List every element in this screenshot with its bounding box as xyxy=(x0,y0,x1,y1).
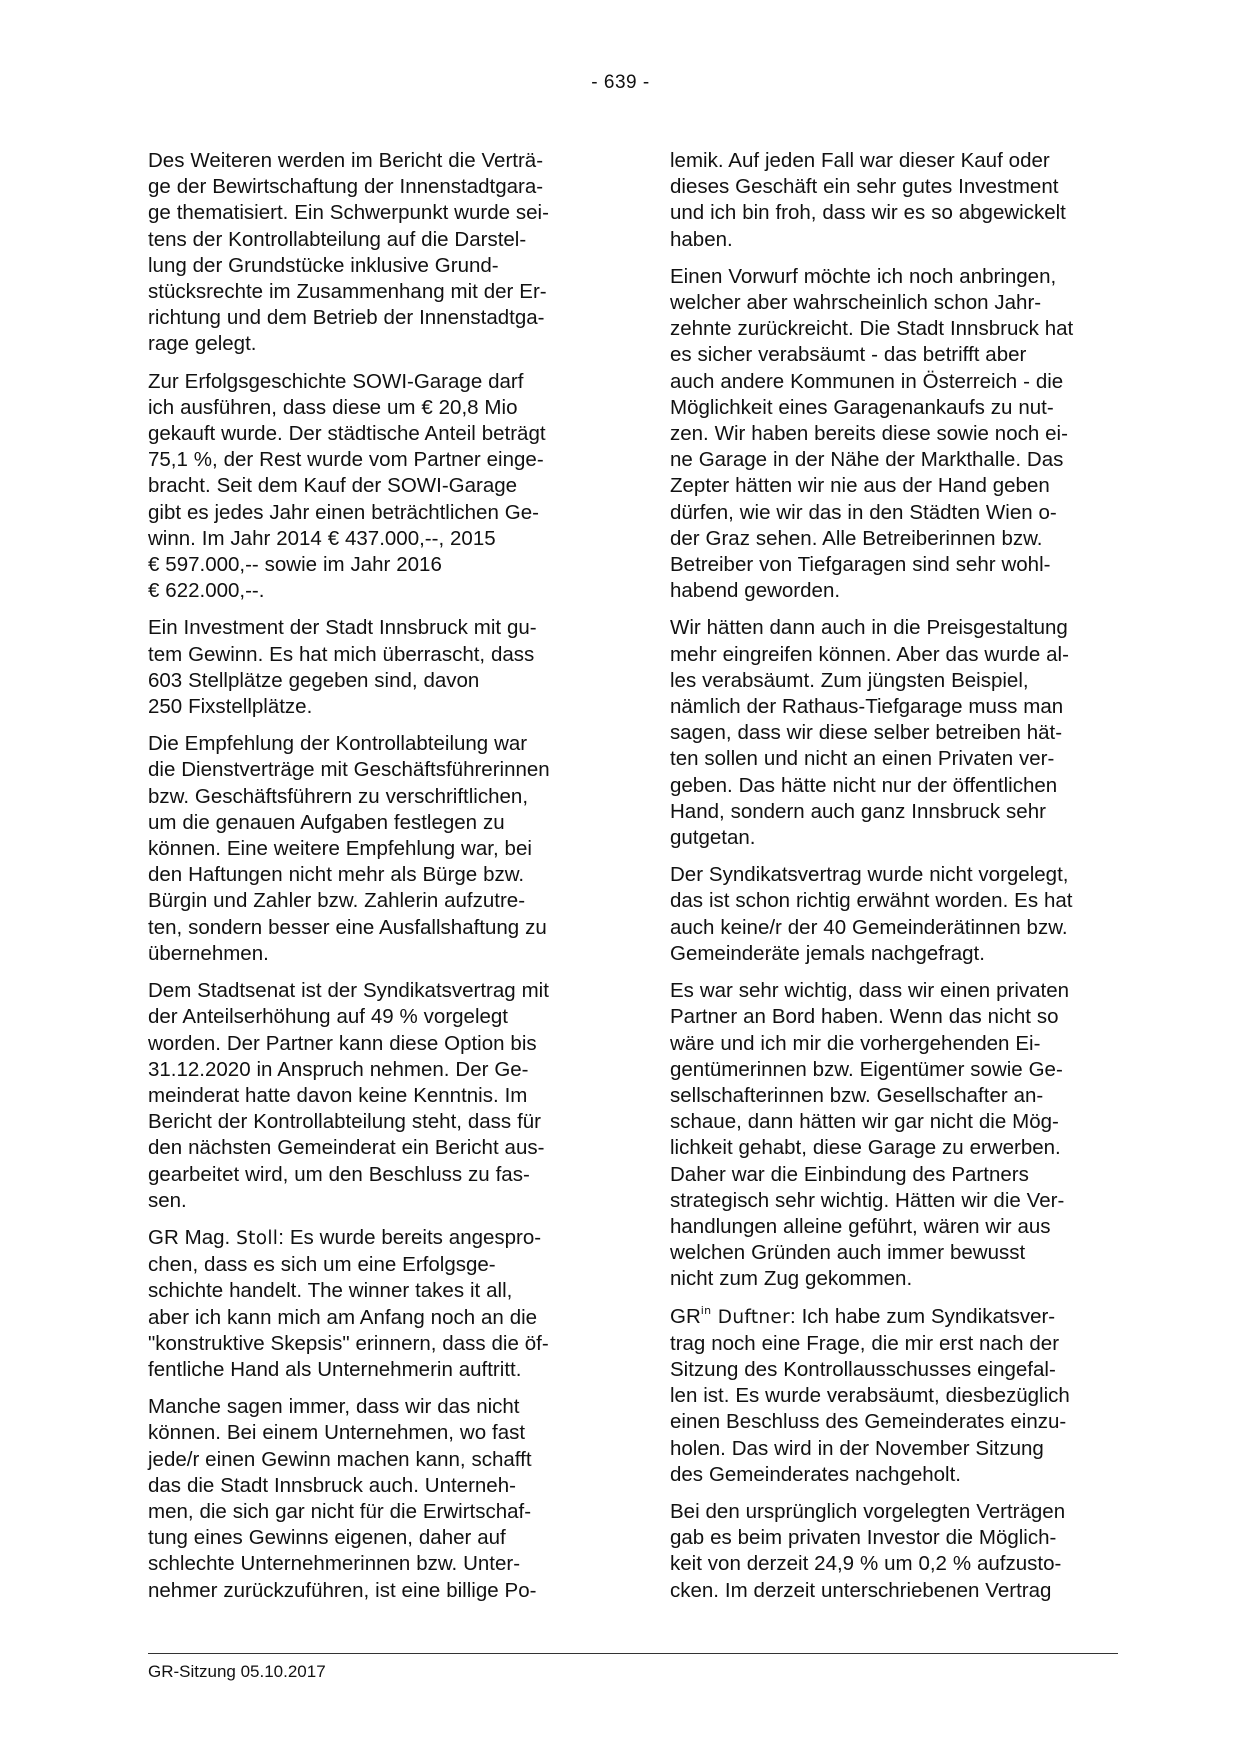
paragraph: Einen Vorwurf möchte ich noch anbringen, welcher aber wahrscheinlich schon Jahr- zehnte zurückreicht. Die Stadt Innsbruck hat es sicher verabsäumt - das betrifft aber auch andere Kommunen in Österreich - die Möglichkeit eines Garagenankaufs zu nut- zen. Wir haben bereits diese sowie noch ei- ne Garage in der Nähe der Markthalle. Das Zepter hätten wir nie aus der Hand geben dürfen, wie wir das in den Städten Wien o- der Graz sehen. Alle Betreiberinnen bzw. Betreiber von Tiefgaragen sind sehr wohl- habend geworden. xyxy=(670,264,1074,603)
paragraph: Bei den ursprünglich vorgelegten Verträgen gab es beim privaten Investor die Möglich- keit von derzeit 24,9 % um 0,2 % aufzusto- cken. Im derzeit unterschriebenen Vertrag xyxy=(670,1499,1066,1602)
paragraph: Dem Stadtsenat ist der Syndikatsvertrag mit der Anteilserhöhung auf 49 % vorgelegt worden. Der Partner kann diese Option bis 31.12.2020 in Anspruch nehmen. Der Ge- meinderat hatte davon keine Kenntnis. Im Bericht der Kontrollabteilung steht, dass für den nächsten Gemeinderat ein Bericht aus- gearbeitet wird, um den Beschluss zu fas- sen. xyxy=(148,979,549,1212)
speaker-name: Duftner xyxy=(711,1306,790,1328)
speaker-prefix: GR xyxy=(670,1304,701,1328)
paragraph: Ein Investment der Stadt Innsbruck mit gu- tem Gewinn. Es hat mich überrascht, dass 603 Stellplätze gegeben sind, davon 250 Fixstellplätze. xyxy=(148,616,537,719)
footer-divider xyxy=(148,1653,1118,1654)
paragraph: Zur Erfolgsgeschichte SOWI-Garage darf ich ausführen, dass diese um € 20,8 Mio gekauft wurde. Der städtische Anteil beträgt 75,1 %, der Rest wurde vom Partner einge- bracht. Seit dem Kauf der SOWI-Garage gibt es jedes Jahr einen beträchtlichen Ge- winn. Im Jahr 2014 € 437.000,--, 2015 € 597.000,-- sowie im Jahr 2016 € 622.000,--. xyxy=(148,369,546,603)
paragraph: Wir hätten dann auch in die Preisgestaltung mehr eingreifen können. Aber das wurde al- les verabsäumt. Zum jüngsten Beispiel, nämlich der Rathaus-Tiefgarage muss man sagen, dass wir diese selber betreiben hät- ten sollen und nicht an einen Privaten ver- geben. Das hätte nicht nur der öffentlichen Hand, sondern auch ganz Innsbruck sehr gutgetan. xyxy=(670,616,1069,850)
speaker-superscript: in xyxy=(700,1303,712,1317)
paragraph: Des Weiteren werden im Bericht die Verträ- ge der Bewirtschaftung der Innenstadtgara- ge thematisiert. Ein Schwerpunkt wurde sei- tens der Kontrollabteilung auf die Darstel- lung der Grundstücke inklusive Grund- stücksrechte im Zusammenhang mit der Er- richtung und dem Betrieb der Innenstadtga- rage gelegt. xyxy=(148,149,549,356)
paragraph: Manche sagen immer, dass wir das nicht können. Bei einem Unternehmen, wo fast jede/r einen Gewinn machen kann, schafft das die Stadt Innsbruck auch. Unterneh- men, die sich gar nicht für die Erwirtschaf- tung eines Gewinns eigenen, daher auf schlechte Unternehmerinnen bzw. Unter- nehmer zurückzuführen, ist eine billige Po- xyxy=(148,1395,537,1602)
paragraph: Die Empfehlung der Kontrollabteilung war die Dienstverträge mit Geschäftsführerinnen bzw. Geschäftsführern zu verschriftlichen, um die genauen Aufgaben festlegen zu können. Eine weitere Empfehlung war, bei den Haftungen nicht mehr als Bürge bzw. Bürgin und Zahler bzw. Zahlerin aufzutre- ten, sondern besser eine Ausfallshaftung zu übernehmen. xyxy=(148,732,550,965)
speaker-prefix: GR Mag. xyxy=(148,1225,237,1249)
page-number: - 639 - xyxy=(591,72,650,93)
paragraph: Es war sehr wichtig, dass wir einen privaten Partner an Bord haben. Wenn das nicht so wäre und ich mir die vorhergehenden Ei- gentümerinnen bzw. Eigentümer sowie Ge- sellschafterinnen bzw. Gesellschafter an- schaue, dann hätten wir gar nicht die Mög- lichkeit gehabt, diese Garage zu erwerben. Daher war die Einbindung des Partners strategisch sehr wichtig. Hätten wir die Ver- handlungen alleine geführt, wären wir aus welchen Gründen auch immer bewusst nicht zum Zug gekommen. xyxy=(670,979,1070,1291)
right-column xyxy=(670,148,1116,1615)
left-column xyxy=(148,148,594,1615)
paragraph: Der Syndikatsvertrag wurde nicht vorgelegt, das ist schon richtig erwähnt worden. Es hat auch keine/r der 40 Gemeinderätinnen bzw. Gemeinderäte jemals nachgefragt. xyxy=(670,863,1073,965)
footer-text: GR-Sitzung 05.10.2017 xyxy=(148,1662,326,1681)
speaker-paragraph xyxy=(670,1304,1116,1488)
speaker-name: Stoll xyxy=(236,1227,279,1249)
speaker-text: : Es wurde bereits angespro- chen, dass es sich um eine Erfolgsge- schichte handelt. The winner takes it all, aber ich kann mich am Anfang noch an die "konstruktive Skepsis" erinnern, dass die öf- fentliche Hand als Unternehmerin auftritt. xyxy=(148,1225,549,1381)
paragraph: lemik. Auf jeden Fall war dieser Kauf oder dieses Geschäft ein sehr gutes Investment und ich bin froh, dass wir es so abgewickelt haben. xyxy=(670,149,1066,251)
speaker-text: : Ich habe zum Syndikatsver- trag noch eine Frage, die mir erst nach der Sitzung des Kontrollausschusses eingefal- len ist. Es wurde verabsäumt, diesbezüglich einen Beschluss des Gemeinderates einzu- holen. Das wird in der November Sitzung des Gemeinderates nachgeholt. xyxy=(670,1304,1070,1486)
speaker-paragraph xyxy=(148,1225,594,1383)
